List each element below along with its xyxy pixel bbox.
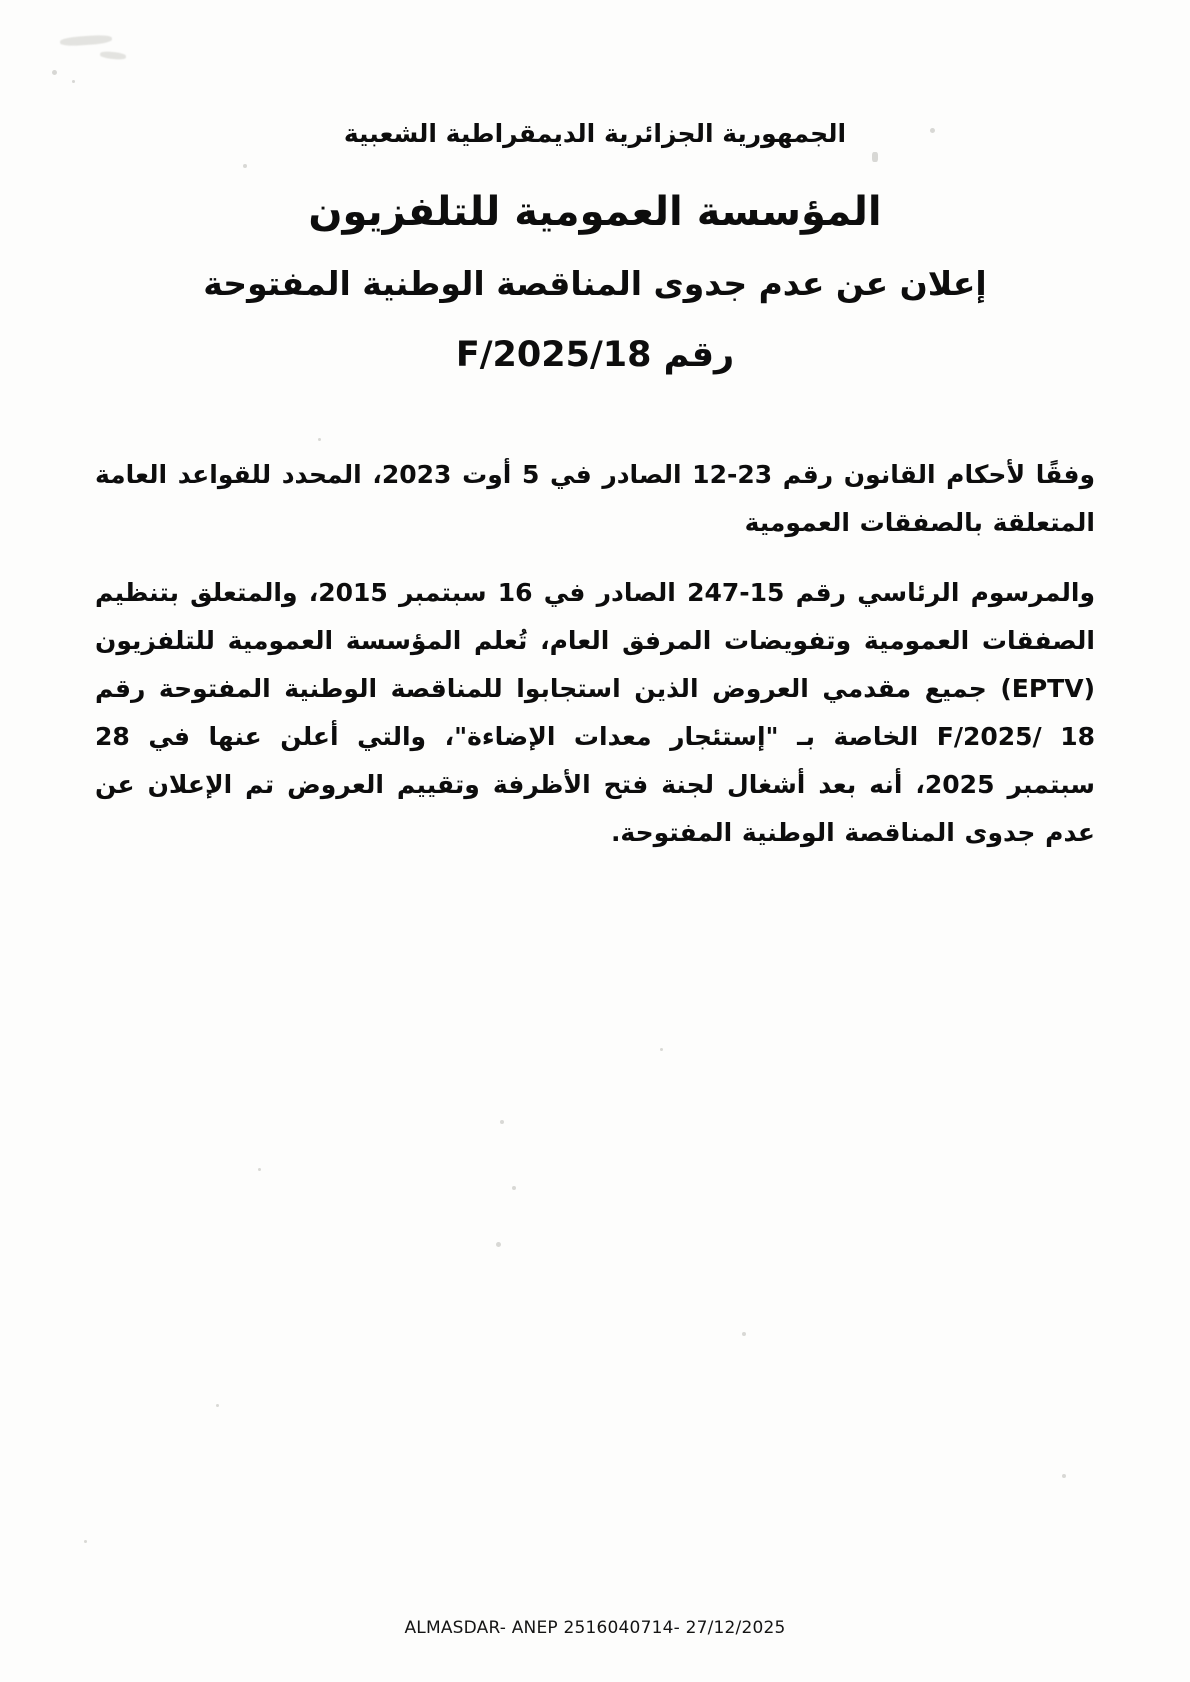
organization-heading: المؤسسة العمومية للتلفزيون bbox=[308, 188, 882, 235]
tender-reference-number: رقم 18/F/2025 bbox=[455, 335, 735, 376]
footer-imprint: ALMASDAR- ANEP 2516040714- 27/12/2025 bbox=[404, 1618, 786, 1638]
announcement-subject-heading: إعلان عن عدم جدوى المناقصة الوطنية المفتوحة bbox=[203, 263, 987, 303]
body-paragraph-announcement: والمرسوم الرئاسي رقم 15-247 الصادر في 16 سبتمبر 2015، والمتعلق بتنظيم الصفقات العمومية وتفويضات المرفق العام، تُعلم المؤسسة العمومية للتلفزيون (EPTV) جميع مقدمي العروض الذين استجابوا للمناقصة الوطنية المفتوحة رقم 18 /F/2025 الخاصة بـ "إستئجار معدات الإضاءة"، والتي أعلن عنها في 28 سبتمبر 2025، أنه بعد أشغال لجنة فتح الأظرفة وتقييم العروض تم الإعلان عن عدم جدوى المناقصة الوطنية المفتوحة. bbox=[95, 577, 1095, 847]
body-text-block bbox=[95, 451, 1095, 857]
body-paragraph-legal-basis: وفقًا لأحكام القانون رقم 23-12 الصادر في 5 أوت 2023، المحدد للقواعد العامة المتعلقة بالصفقات العمومية bbox=[95, 459, 1095, 537]
republic-heading: الجمهورية الجزائرية الديمقراطية الشعبية bbox=[343, 119, 847, 148]
